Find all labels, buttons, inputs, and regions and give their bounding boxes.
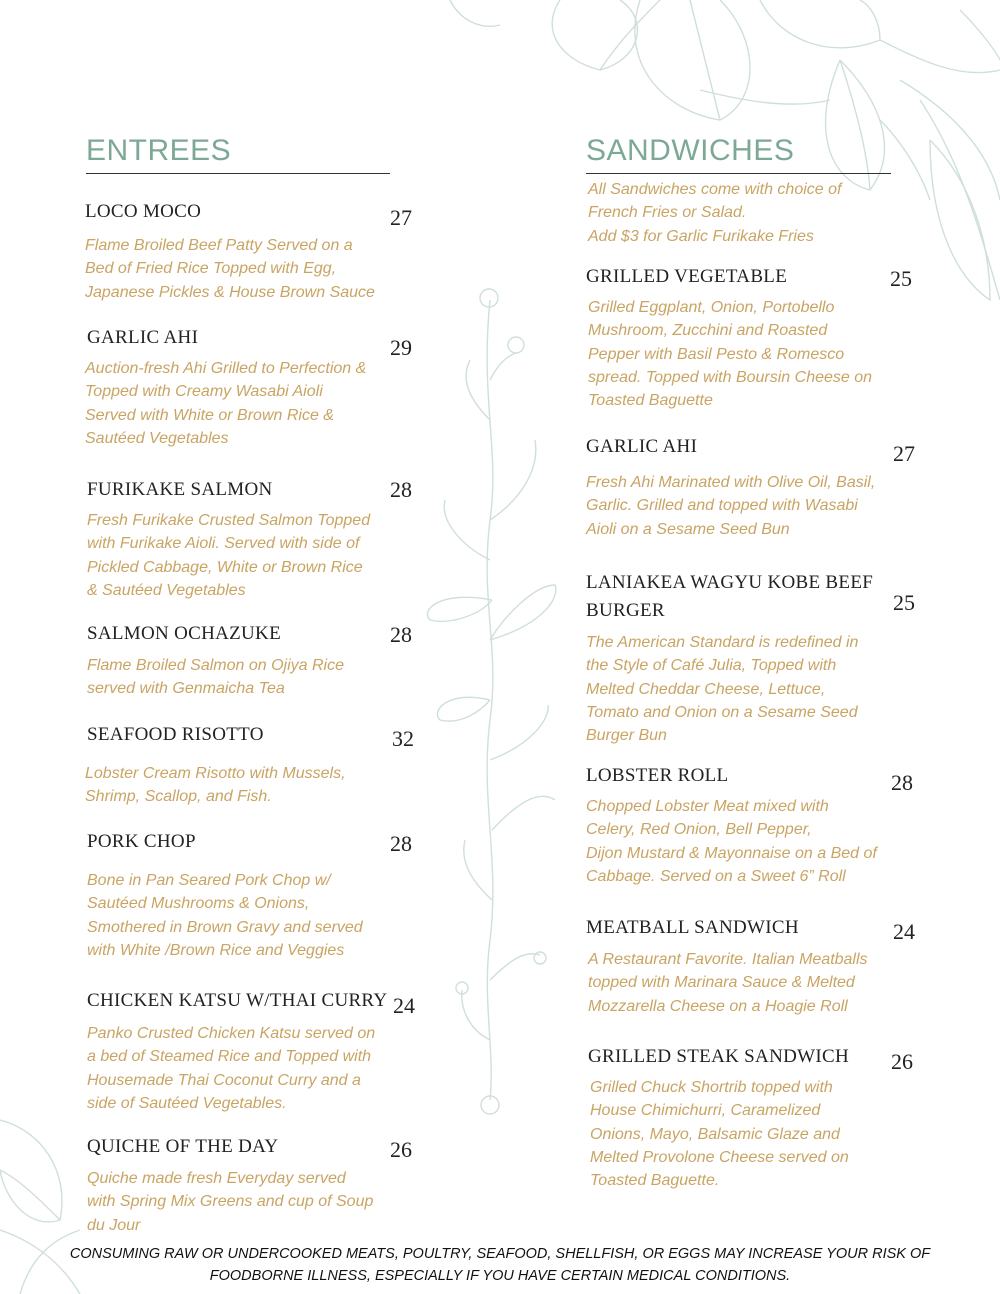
- entrees-title: ENTREES: [86, 134, 232, 167]
- food-safety-disclaimer: CONSUMING RAW OR UNDERCOOKED MEATS, POULTRY, SEAFOOD, SHELLFISH, OR EGGS MAY INCREASE YOUR RISK OF FOODBORNE ILLNESS, ESPECIALLY IF YOU HAVE CERTAIN MEDICAL CONDITIONS.: [69, 1246, 931, 1284]
- item-name: GARLIC AHI: [87, 327, 199, 348]
- item-name-line2: BURGER: [586, 600, 665, 621]
- item-price: 28: [390, 831, 412, 856]
- item-name: QUICHE OF THE DAY: [87, 1136, 279, 1157]
- item-price: 24: [893, 919, 915, 944]
- item-price: 26: [891, 1049, 913, 1074]
- item-name: FURIKAKE SALMON: [87, 479, 273, 500]
- item-price: 32: [392, 726, 414, 751]
- item-description: Panko Crusted Chicken Katsu served on a bed of Steamed Rice and Topped with Housemade Thai Coconut Curry and a side of Sautéed Vegetables.: [87, 1025, 376, 1112]
- entrees-title-rule: [86, 173, 390, 174]
- item-description: Fresh Ahi Marinated with Olive Oil, Basil, Garlic. Grilled and topped with Wasabi Aioli on a Sesame Seed Bun: [586, 474, 876, 538]
- item-description: Chopped Lobster Meat mixed with Celery, Red Onion, Bell Pepper, Dijon Mustard & Mayonnaise on a Bed of Cabbage. Served on a Sweet 6” Roll: [586, 798, 877, 885]
- item-price: 24: [393, 993, 415, 1018]
- item-description: Quiche made fresh Everyday served with Spring Mix Greens and cup of Soup du Jour: [87, 1170, 374, 1234]
- item-price: 27: [893, 441, 915, 466]
- item-name: GRILLED VEGETABLE: [586, 266, 788, 287]
- item-description: Fresh Furikake Crusted Salmon Topped with Furikake Aioli. Served with side of Pickled Cabbage, White or Brown Rice & Sautéed Vegetables: [87, 512, 371, 599]
- item-price: 28: [390, 622, 412, 647]
- item-name: GARLIC AHI: [586, 436, 698, 457]
- item-description: Auction-fresh Ahi Grilled to Perfection & Topped with Creamy Wasabi Aioli Served with White or Brown Rice & Sautéed Vegetables: [85, 360, 367, 447]
- item-description: The American Standard is redefined in the Style of Café Julia, Topped with Melted Cheddar Cheese, Lettuce, Tomato and Onion on a Sesame Seed Burger Bun: [586, 634, 859, 745]
- item-name: MEATBALL SANDWICH: [586, 917, 799, 938]
- sandwiches-title-rule: [586, 173, 891, 174]
- item-price: 25: [893, 590, 915, 615]
- item-price: 26: [390, 1137, 412, 1162]
- item-price: 27: [390, 205, 412, 230]
- item-name: PORK CHOP: [87, 831, 196, 852]
- item-name: LOBSTER ROLL: [586, 765, 729, 786]
- item-description: Bone in Pan Seared Pork Chop w/ Sautéed Mushrooms & Onions, Smothered in Brown Gravy and served with White /Brown Rice and Veggies: [87, 872, 363, 959]
- item-name: GRILLED STEAK SANDWICH: [588, 1046, 849, 1067]
- sandwiches-note: All Sandwiches come with choice of French Fries or Salad. Add $3 for Garlic Furikake Fries: [588, 181, 842, 245]
- sandwiches-title: SANDWICHES: [586, 134, 795, 167]
- item-name: LOCO MOCO: [85, 201, 202, 222]
- item-price: 28: [390, 477, 412, 502]
- item-description: Grilled Chuck Shortrib topped with House Chimichurri, Caramelized Onions, Mayo, Balsamic Glaze and Melted Provolone Cheese served on Toasted Baguette.: [590, 1079, 849, 1190]
- item-price: 29: [390, 335, 412, 360]
- item-price: 28: [891, 770, 913, 795]
- item-name: LANIAKEA WAGYU KOBE BEEF: [586, 572, 874, 593]
- item-description: Flame Broiled Salmon on Ojiya Rice served with Genmaicha Tea: [87, 657, 344, 698]
- item-description: Flame Broiled Beef Patty Served on a Bed of Fried Rice Topped with Egg, Japanese Pickles & House Brown Sauce: [85, 237, 375, 301]
- item-name: SALMON OCHAZUKE: [87, 623, 281, 644]
- item-description: A Restaurant Favorite. Italian Meatballs topped with Marinara Sauce & Melted Mozzarella Cheese on a Hoagie Roll: [588, 951, 868, 1015]
- item-name: SEAFOOD RISOTTO: [87, 724, 264, 745]
- item-description: Grilled Eggplant, Onion, Portobello Mushroom, Zucchini and Roasted Pepper with Basil Pesto & Romesco spread. Topped with Boursin Cheese on Toasted Baguette: [588, 299, 873, 410]
- item-name: CHICKEN KATSU W/THAI CURRY: [87, 990, 388, 1011]
- item-description: Lobster Cream Risotto with Mussels, Shrimp, Scallop, and Fish.: [85, 765, 346, 806]
- item-price: 25: [890, 266, 912, 291]
